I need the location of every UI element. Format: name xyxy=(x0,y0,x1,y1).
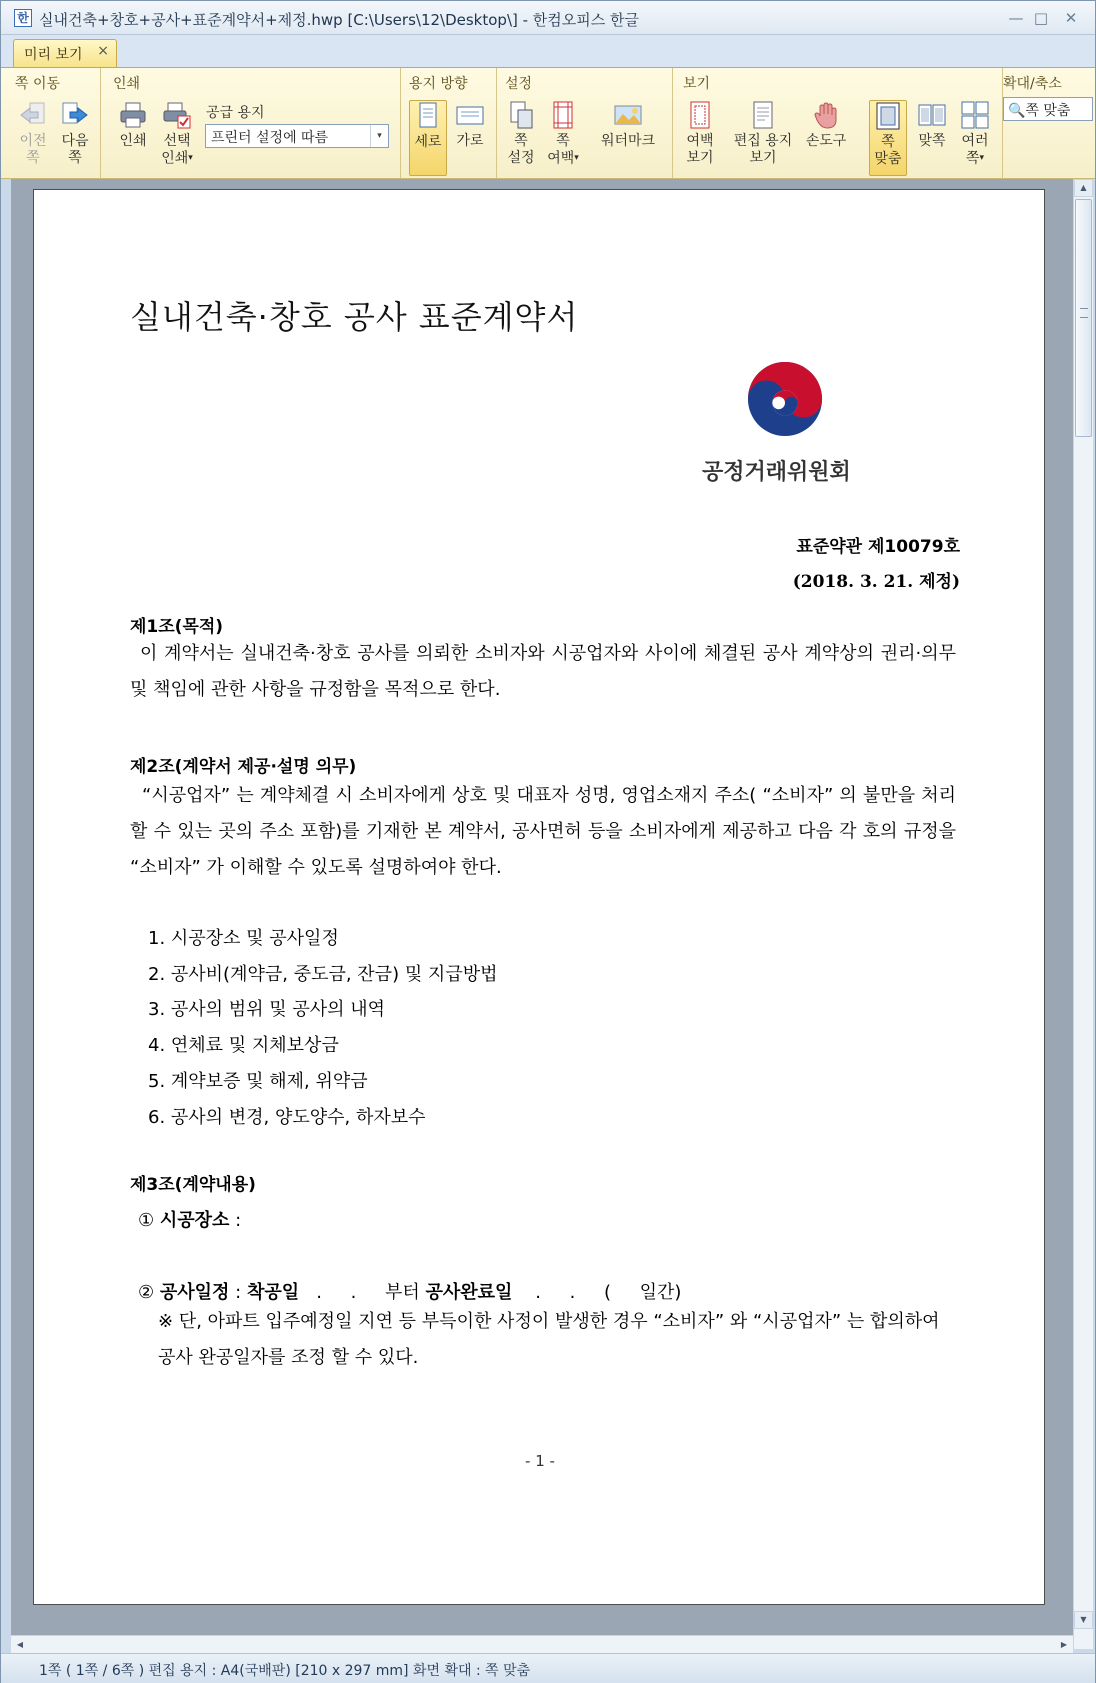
edit-paper-view-button[interactable] xyxy=(725,100,801,167)
multi-line2: 쪽 xyxy=(965,150,980,167)
next-page-button[interactable] xyxy=(57,100,93,167)
fit-page-button[interactable] xyxy=(869,100,907,176)
hwp-app-icon[interactable]: 한 xyxy=(14,9,32,27)
group-orientation-title: 용지 방향 xyxy=(409,76,468,92)
vertical-scrollbar[interactable] xyxy=(1073,179,1093,1649)
item-1-mark: ① xyxy=(138,1210,155,1231)
fit-page-icon xyxy=(873,101,903,131)
margin-view-icon xyxy=(685,100,715,130)
close-window-button[interactable]: ✕ xyxy=(1064,9,1078,27)
group-page-nav-title: 쪽 이동 xyxy=(15,76,61,92)
printer-icon xyxy=(118,100,148,130)
list-item: 1. 시공장소 및 공사일정 xyxy=(148,928,339,949)
item-2-colon: : xyxy=(229,1282,247,1303)
preview-viewport[interactable] xyxy=(11,179,1073,1649)
portrait-page-icon xyxy=(413,101,443,131)
group-settings-title: 설정 xyxy=(505,76,533,92)
multi-page-button[interactable] xyxy=(955,100,995,168)
portrait-label: 세로 xyxy=(414,134,442,150)
print-button[interactable] xyxy=(113,100,153,150)
schedule-note: ※ 단, 아파트 입주예정일 지연 등 부득이한 사정이 발생한 경우 “소비자” 와 “시공업자” 는 합의하여 공사 완공일자를 조정 할 수 있다. xyxy=(158,1311,940,1368)
article-1-title: 제1조(목적) xyxy=(130,617,224,637)
list-item: 3. 공사의 범위 및 공사의 내역 xyxy=(148,999,386,1020)
article-2-body: “시공업자” 는 계약체결 시 소비자에게 상호 및 대표자 성명, 영업소재지 주소( “소비자” 의 불만을 처리할 수 있는 곳의 주소 포함)를 기재한 본 계약서, 공사면허 등을 소비자에게 제공하고 다음 각 호의 규정을 “소비자” 가 이해할 수 있도록 설명하여야 한다. xyxy=(130,785,956,878)
article-2-title: 제2조(계약서 제공·설명 의무) xyxy=(130,757,357,777)
contract-item-location xyxy=(138,1206,241,1232)
zoom-input[interactable] xyxy=(1003,97,1093,121)
enactment-date: (2018. 3. 21. 제정) xyxy=(792,572,960,592)
page-margin-icon xyxy=(548,100,578,130)
edit-paper-line2: 보기 xyxy=(749,150,777,166)
landscape-label: 가로 xyxy=(456,133,484,149)
scroll-down-icon[interactable]: ▼ xyxy=(1074,1611,1093,1629)
edit-paper-line1: 편집 용지 xyxy=(733,133,793,149)
page-margin-line2: 여백 xyxy=(547,150,575,167)
status-bar: 1쪽 ( 1쪽 / 6쪽 ) 편집 용지 : A4(국배판) [210 x 297 mm] 화면 확대 : 쪽 맞춤 xyxy=(1,1653,1095,1683)
tab-bar xyxy=(1,35,1095,67)
minimize-button[interactable]: — xyxy=(1008,9,1024,27)
page-setup-button[interactable] xyxy=(503,100,539,167)
arrow-right-icon xyxy=(60,100,90,130)
restore-button[interactable]: □ xyxy=(1033,9,1049,27)
next-line1: 다음 xyxy=(61,133,89,149)
fit-page-line1: 쪽 xyxy=(881,134,895,150)
government-logo-icon xyxy=(746,360,824,438)
group-view xyxy=(673,68,1003,178)
watermark-icon xyxy=(613,100,643,130)
group-view-title: 보기 xyxy=(683,76,711,92)
ribbon xyxy=(1,67,1095,179)
item-2-mark: ② xyxy=(138,1282,155,1303)
document-title: 실내건축·창호 공사 표준계약서 xyxy=(130,298,579,336)
hand-icon xyxy=(811,100,841,130)
group-print-title: 인쇄 xyxy=(113,76,141,92)
window-title: 실내건축+창호+공사+표준계약서+제정.hwp [C:\Users\12\Desktop\] - 한컴오피스 한글 xyxy=(39,11,640,29)
multi-pages-icon xyxy=(960,100,990,130)
item-2-label: 공사일정 xyxy=(159,1282,230,1303)
arrow-left-icon xyxy=(18,100,48,130)
tab-preview[interactable] xyxy=(13,39,117,67)
standard-number: 표준약관 제10079호 xyxy=(796,537,960,557)
item-1-label: 시공장소 xyxy=(159,1210,230,1231)
chevron-down-icon: ▾ xyxy=(188,153,193,163)
scroll-left-icon[interactable]: ◀ xyxy=(16,1640,24,1649)
chevron-down-icon: ▾ xyxy=(979,153,985,163)
page-number: - 1 - xyxy=(525,1452,555,1470)
page-setup-line2: 설정 xyxy=(507,150,535,166)
margin-view-line1: 여백 xyxy=(686,133,714,149)
group-print xyxy=(101,68,401,178)
list-item: 2. 공사비(계약금, 중도금, 잔금) 및 지급방법 xyxy=(148,964,498,985)
paper-source-value: 프린터 설정에 따름 xyxy=(211,130,329,146)
select-print-button[interactable] xyxy=(155,100,199,168)
group-page-nav xyxy=(1,68,101,178)
grip-icon xyxy=(1080,308,1088,318)
horizontal-scrollbar[interactable] xyxy=(11,1635,1073,1653)
landscape-button[interactable] xyxy=(451,100,489,150)
zoom-value: 쪽 맞춤 xyxy=(1025,103,1071,119)
contract-item-schedule xyxy=(138,1278,681,1304)
facing-page-button[interactable] xyxy=(913,100,951,150)
select-print-icon xyxy=(162,100,192,130)
prev-page-button[interactable] xyxy=(15,100,51,167)
select-print-line1: 선택 xyxy=(163,133,191,149)
group-settings xyxy=(497,68,673,178)
item-2-dots2: . . ( 일간) xyxy=(512,1282,682,1303)
document-page xyxy=(33,189,1045,1605)
multi-line1: 여러 xyxy=(961,133,989,149)
prev-line1: 이전 xyxy=(19,133,47,149)
article-1-body: 이 계약서는 실내건축·창호 공사를 의뢰한 소비자와 시공업자와 사이에 체결된 공사 계약상의 권리·의무 및 책임에 관한 사항을 규정함을 목적으로 한다. xyxy=(130,643,956,700)
watermark-label: 워터마크 xyxy=(600,133,656,149)
prev-line2: 쪽 xyxy=(26,150,40,166)
chevron-down-icon[interactable]: ▾ xyxy=(370,125,388,147)
watermark-button[interactable] xyxy=(595,100,661,150)
page-margin-button[interactable] xyxy=(541,100,585,168)
page-margin-line1: 쪽 xyxy=(556,133,570,149)
title-bar xyxy=(1,1,1095,35)
scroll-thumb[interactable] xyxy=(1075,199,1092,437)
list-item: 4. 연체료 및 지체보상금 xyxy=(148,1035,339,1056)
facing-label: 맞쪽 xyxy=(918,133,946,149)
list-item: 5. 계약보증 및 해제, 위약금 xyxy=(148,1071,368,1092)
tab-preview-label: 미리 보기 xyxy=(24,47,83,63)
organization-name: 공정거래위원회 xyxy=(702,460,851,485)
scroll-right-icon[interactable]: ▶ xyxy=(1060,1640,1068,1649)
print-label: 인쇄 xyxy=(119,133,147,149)
list-item: 6. 공사의 변경, 양도양수, 하자보수 xyxy=(148,1107,426,1128)
paper-source-select[interactable] xyxy=(205,124,389,148)
page-setup-line1: 쪽 xyxy=(514,133,528,149)
item-2-dots1: . . 부터 xyxy=(299,1282,426,1303)
portrait-button[interactable] xyxy=(409,100,447,176)
search-icon: 🔍 xyxy=(1008,103,1026,119)
hand-tool-button[interactable] xyxy=(801,100,851,150)
select-print-line2: 인쇄 xyxy=(161,150,189,167)
item-2-end: 공사완료일 xyxy=(425,1282,513,1303)
next-line2: 쪽 xyxy=(68,150,82,166)
group-orientation xyxy=(401,68,497,178)
margin-view-button[interactable] xyxy=(681,100,719,167)
fit-page-line2: 맞춤 xyxy=(874,151,902,167)
scroll-up-icon[interactable]: ▲ xyxy=(1074,179,1093,197)
group-zoom xyxy=(1003,68,1095,178)
hand-tool-label: 손도구 xyxy=(805,133,847,149)
article-3-title: 제3조(계약내용) xyxy=(130,1175,256,1195)
landscape-page-icon xyxy=(455,100,485,130)
margin-view-line2: 보기 xyxy=(686,150,714,166)
tab-close-button[interactable]: × xyxy=(97,43,109,59)
chevron-down-icon: ▾ xyxy=(574,153,579,163)
page-setup-icon xyxy=(506,100,536,130)
edit-paper-icon xyxy=(748,100,778,130)
group-zoom-title: 확대/축소 xyxy=(1003,76,1062,92)
item-1-colon: : xyxy=(229,1210,242,1231)
paper-source-label: 공급 용지 xyxy=(206,105,265,121)
item-2-start: 착공일 xyxy=(246,1282,300,1303)
facing-pages-icon xyxy=(917,100,947,130)
